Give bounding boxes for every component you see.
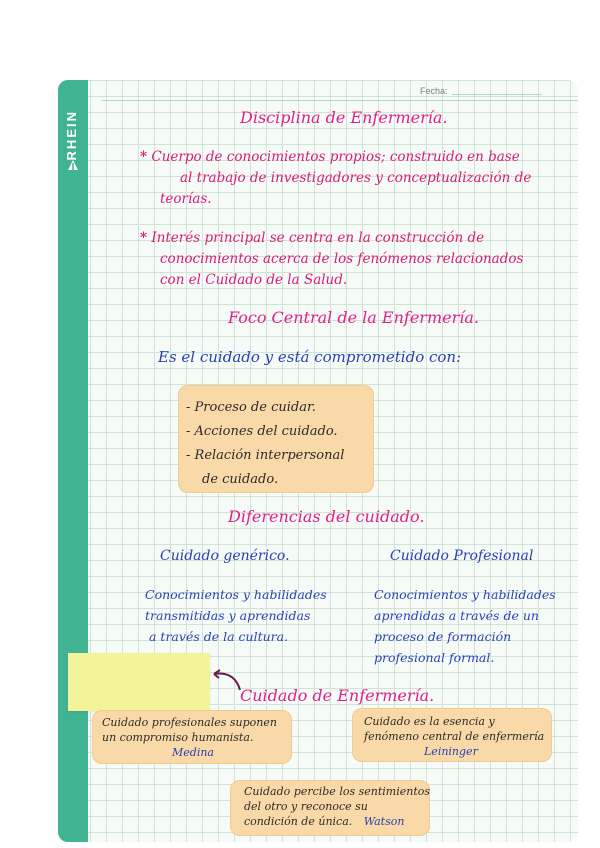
- generic-care-line: Conocimientos y habilidades: [145, 587, 327, 602]
- point-2-line-2: conocimientos acerca de los fenómenos relacionados: [160, 251, 524, 267]
- quote-author: Medina: [172, 746, 214, 759]
- point-2-line-3: con el Cuidado de la Salud.: [160, 272, 348, 288]
- quote-author: Watson: [363, 815, 405, 828]
- page-title: Disciplina de Enfermería.: [240, 108, 448, 127]
- point-1: [140, 147, 570, 210]
- point-1-line-1: Cuerpo de conocimientos propios; construido en base: [151, 149, 520, 165]
- point-2: [140, 228, 570, 291]
- quote-line: Cuidado profesionales suponen: [102, 716, 277, 729]
- point-1-line-2: al trabajo de investigadores y conceptualización de: [180, 170, 532, 186]
- quote-line: fenómeno central de enfermería: [364, 730, 545, 743]
- generic-care-line: a través de la cultura.: [149, 629, 289, 644]
- quote-line: del otro y reconoce su: [244, 800, 368, 813]
- professional-care-title: Cuidado Profesional: [390, 548, 534, 564]
- professional-care-text: [374, 584, 556, 668]
- generic-care-text: [145, 584, 327, 647]
- focus-item: - Relación interpersonal: [186, 448, 345, 463]
- quote-line: Cuidado es la esencia y: [364, 715, 495, 728]
- notebook-spine: [58, 80, 88, 842]
- focus-statement: Es el cuidado y está comprometido con:: [158, 348, 462, 366]
- professional-care-line: Conocimientos y habilidades: [374, 587, 556, 602]
- quote-author: Leininger: [424, 745, 478, 758]
- focus-item: - Acciones del cuidado.: [186, 424, 338, 439]
- generic-care-line: transmitidas y aprendidas: [145, 608, 311, 623]
- star-bullet: *: [140, 149, 148, 165]
- star-bullet: *: [140, 230, 148, 246]
- professional-care-line: aprendidas a través de un: [374, 608, 539, 623]
- point-1-line-3: teorías.: [160, 191, 212, 207]
- quote-line: un compromiso humanista.: [102, 731, 254, 744]
- focus-heading: Foco Central de la Enfermería.: [228, 308, 479, 327]
- date-label: Fecha:: [420, 86, 448, 96]
- focus-item: - Proceso de cuidar.: [186, 400, 316, 415]
- professional-care-line: proceso de formación: [374, 629, 512, 644]
- sticky-note: [68, 653, 210, 711]
- quote-line: Cuidado percibe los sentimientos: [244, 785, 431, 798]
- focus-items: [186, 396, 344, 492]
- quote-line-text: condición de única.: [244, 815, 353, 828]
- point-2-line-1: Interés principal se centra en la construcción de: [151, 230, 485, 246]
- quote-leininger: [364, 714, 544, 759]
- date-line: [452, 94, 542, 95]
- generic-care-title: Cuidado genérico.: [160, 548, 290, 564]
- differences-heading: Diferencias del cuidado.: [228, 507, 425, 526]
- professional-care-line: profesional formal.: [374, 650, 495, 665]
- header-strip: [102, 80, 578, 101]
- brand-leaf-icon: [66, 158, 80, 172]
- brand-logo: RHEIN: [64, 110, 79, 161]
- nursing-care-heading: Cuidado de Enfermería.: [240, 686, 435, 705]
- quote-line: [244, 814, 430, 829]
- focus-item: de cuidado.: [202, 472, 279, 487]
- quote-watson: [244, 784, 430, 829]
- quote-medina: [102, 715, 277, 760]
